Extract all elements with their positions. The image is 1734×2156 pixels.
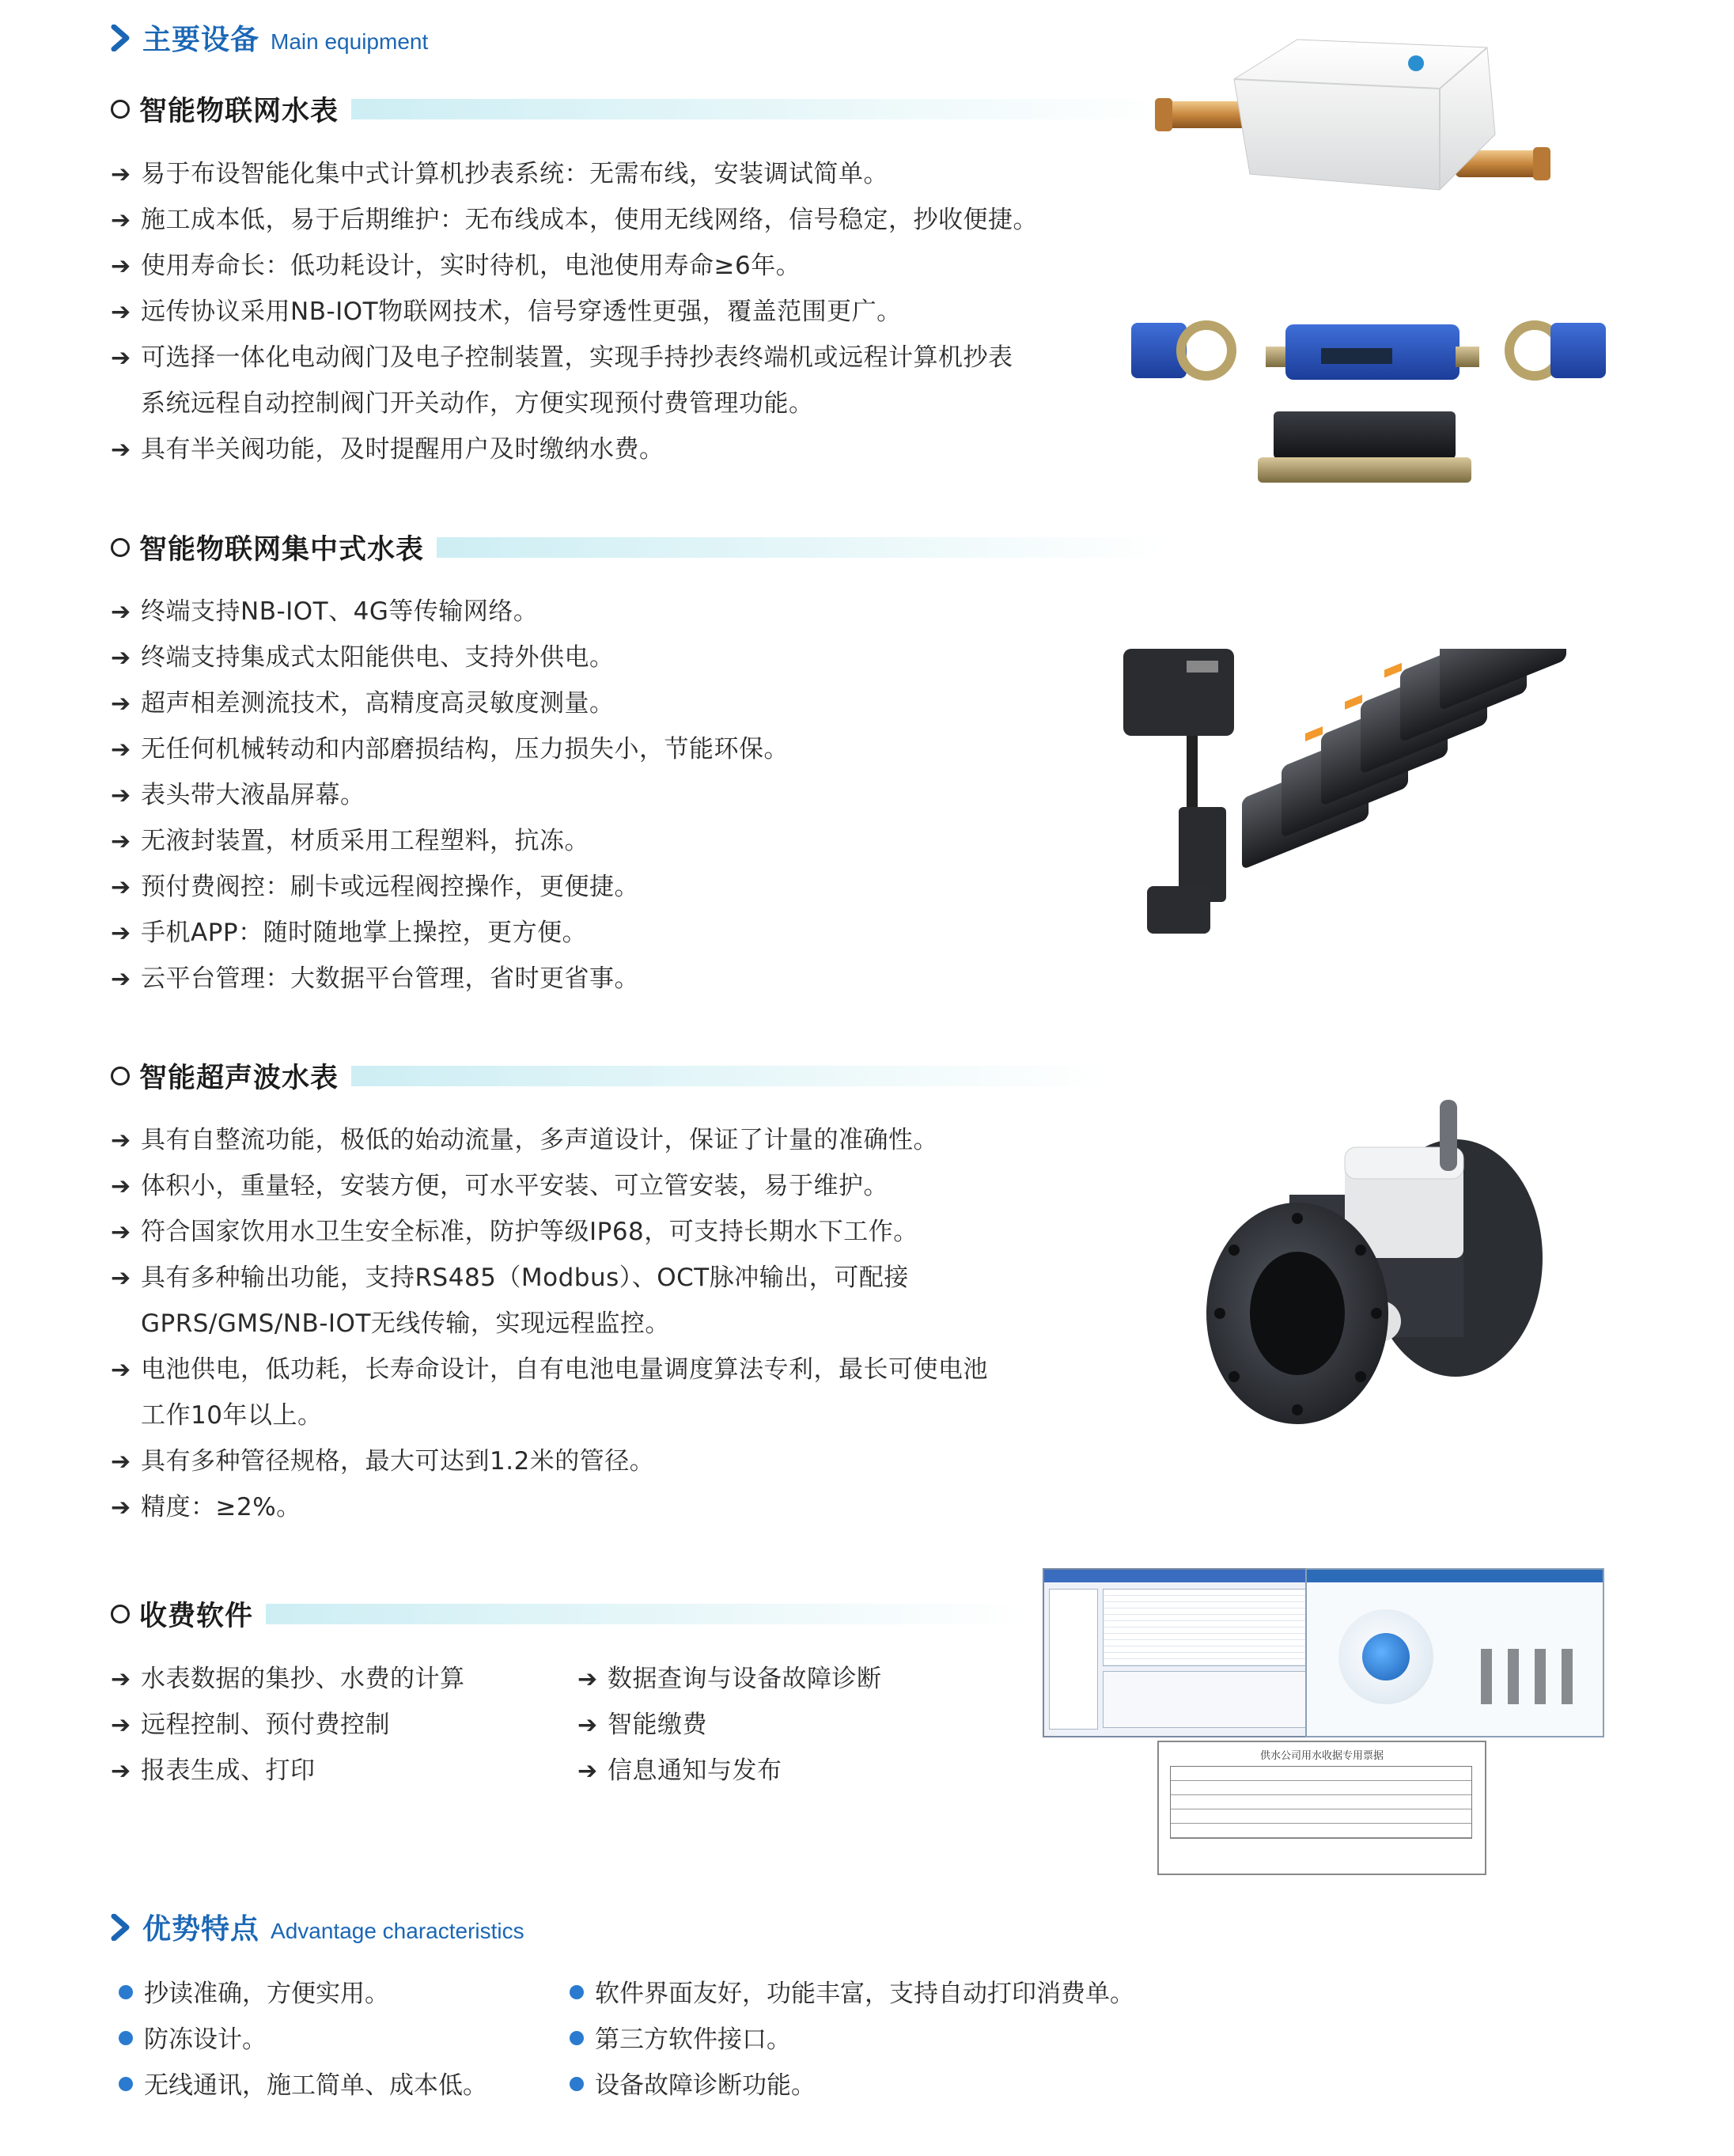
circle-icon	[111, 100, 130, 119]
subsection-title: 智能超声波水表	[139, 1063, 339, 1094]
list-item-continued: GPRS/GMS/NB-IOT无线传输，实现远程监控。	[141, 1309, 670, 1338]
receipt-title: 供水公司用水收据专用票据	[1259, 1750, 1384, 1762]
valve-meter-image	[1131, 316, 1606, 498]
list-item: ➔ 云平台管理：大数据平台管理，省时更省事。	[111, 964, 639, 993]
receipt-image	[1157, 1741, 1486, 1875]
bullet-dot-icon	[570, 1985, 584, 1999]
title-bar	[266, 1604, 1025, 1624]
device-icons	[1481, 1649, 1576, 1704]
list-item: 无线通讯，施工简单、成本低。	[119, 2070, 487, 2101]
bullet-dot-icon	[570, 2077, 584, 2091]
title-bar	[351, 99, 1166, 119]
window-titlebar	[1044, 1570, 1334, 1582]
ultrasonic-meter-image	[1202, 1100, 1550, 1432]
advantage-header	[111, 1907, 524, 1947]
water-meter-image	[1155, 32, 1566, 198]
list-item: 软件界面友好，功能丰富，支持自动打印消费单。	[570, 1978, 1134, 2010]
subsection-title: 收费软件	[139, 1601, 254, 1632]
list-item: ➔ 表头带大液晶屏幕。	[111, 781, 365, 809]
main-equipment-header	[111, 17, 428, 58]
list-item: ➔ 手机APP：随时随地掌上操控，更方便。	[111, 919, 588, 947]
list-item: ➔ 智能缴费	[577, 1711, 707, 1739]
list-item-continued: 工作10年以上。	[141, 1401, 323, 1430]
circle-icon	[111, 1605, 130, 1624]
tree-panel	[1049, 1589, 1098, 1730]
earth-icon	[1362, 1633, 1410, 1680]
subsection-header-iot-meter	[111, 92, 1166, 127]
bullet-dot-icon	[119, 2077, 133, 2091]
list-item: ➔ 超声相差测流技术，高精度高灵敏度测量。	[111, 689, 615, 718]
chevron-right-icon	[111, 25, 131, 51]
list-item: ➔ 无任何机械转动和内部磨损结构，压力损失小，节能环保。	[111, 735, 789, 764]
list-item: ➔ 远传协议采用NB-IOT物联网技术，信号穿透性更强，覆盖范围更广。	[111, 297, 902, 326]
subsection-header-concentrated-meter	[111, 530, 1164, 565]
list-item: 抄读准确，方便实用。	[119, 1978, 389, 2010]
list-item: ➔ 精度：≥2%。	[111, 1493, 301, 1521]
circle-icon	[111, 538, 130, 557]
list-item: ➔ 终端支持集成式太阳能供电、支持外供电。	[111, 643, 615, 672]
list-item: ➔ 具有半关阀功能，及时提醒用户及时缴纳水费。	[111, 435, 664, 464]
circle-icon	[111, 1067, 130, 1086]
list-item: ➔ 施工成本低，易于后期维护：无布线成本，使用无线网络，信号稳定，抄收便捷。	[111, 206, 1038, 234]
title-bar	[437, 537, 1164, 558]
list-item: ➔ 具有多种输出功能，支持RS485（Modbus）、OCT脉冲输出，可配接	[111, 1264, 909, 1292]
title-bar	[351, 1066, 1103, 1086]
software-screenshot-table	[1043, 1568, 1335, 1737]
data-grid	[1103, 1589, 1327, 1666]
list-item: ➔ 易于布设智能化集中式计算机抄表系统：无需布线，安装调试简单。	[111, 160, 888, 188]
chevron-right-icon	[111, 1914, 131, 1941]
list-item: ➔ 数据查询与设备故障诊断	[577, 1665, 882, 1693]
bullet-dot-icon	[570, 2031, 584, 2045]
form-panel	[1103, 1671, 1327, 1728]
list-item: ➔ 符合国家饮用水卫生安全标准，防护等级IP68，可支持长期水下工作。	[111, 1218, 918, 1246]
section-subtitle: Main equipment	[271, 29, 429, 54]
list-item: 设备故障诊断功能。	[570, 2070, 816, 2101]
list-item: ➔ 报表生成、打印	[111, 1756, 316, 1785]
section-subtitle: Advantage characteristics	[271, 1919, 524, 1943]
list-item: ➔ 水表数据的集抄、水费的计算	[111, 1665, 465, 1693]
section-title: 优势特点	[142, 1913, 260, 1946]
list-item: ➔ 体积小，重量轻，安装方便，可水平安装、可立管安装，易于维护。	[111, 1172, 888, 1200]
list-item: ➔ 无液封装置，材质采用工程塑料，抗冻。	[111, 827, 589, 855]
list-item: ➔ 具有多种管径规格，最大可达到1.2米的管径。	[111, 1447, 655, 1476]
list-item: ➔ 信息通知与发布	[577, 1756, 782, 1785]
list-item: 防冻设计。	[119, 2024, 267, 2056]
list-item: ➔ 终端支持NB-IOT、4G等传输网络。	[111, 597, 539, 626]
list-item: ➔ 电池供电，低功耗，长寿命设计，自有电池电量调度算法专利，最长可使电池	[111, 1355, 988, 1384]
subsection-title: 智能物联网集中式水表	[139, 534, 425, 566]
list-item: ➔ 使用寿命长：低功耗设计，实时待机，电池使用寿命≥6年。	[111, 252, 801, 280]
list-item: ➔ 预付费阀控：刷卡或远程阀控操作，更便捷。	[111, 873, 639, 901]
window-titlebar	[1307, 1570, 1603, 1582]
subsection-title: 智能物联网水表	[139, 96, 339, 127]
manifold-meter-image	[1123, 649, 1598, 981]
section-title: 主要设备	[142, 24, 260, 56]
receipt-table	[1170, 1766, 1472, 1839]
list-item-continued: 系统远程自动控制阀门开关动作，方便实现预付费管理功能。	[141, 389, 814, 418]
software-screenshot-network	[1305, 1568, 1604, 1737]
list-item: ➔ 可选择一体化电动阀门及电子控制装置，实现手持抄表终端机或远程计算机抄表	[111, 343, 1013, 372]
bullet-dot-icon	[119, 1985, 133, 1999]
list-item: 第三方软件接口。	[570, 2024, 791, 2056]
subsection-header-billing-software	[111, 1597, 1025, 1631]
subsection-header-ultrasonic-meter	[111, 1059, 1103, 1093]
list-item: ➔ 远程控制、预付费控制	[111, 1711, 390, 1739]
bullet-dot-icon	[119, 2031, 133, 2045]
list-item: ➔ 具有自整流功能，极低的始动流量，多声道设计，保证了计量的准确性。	[111, 1126, 938, 1154]
